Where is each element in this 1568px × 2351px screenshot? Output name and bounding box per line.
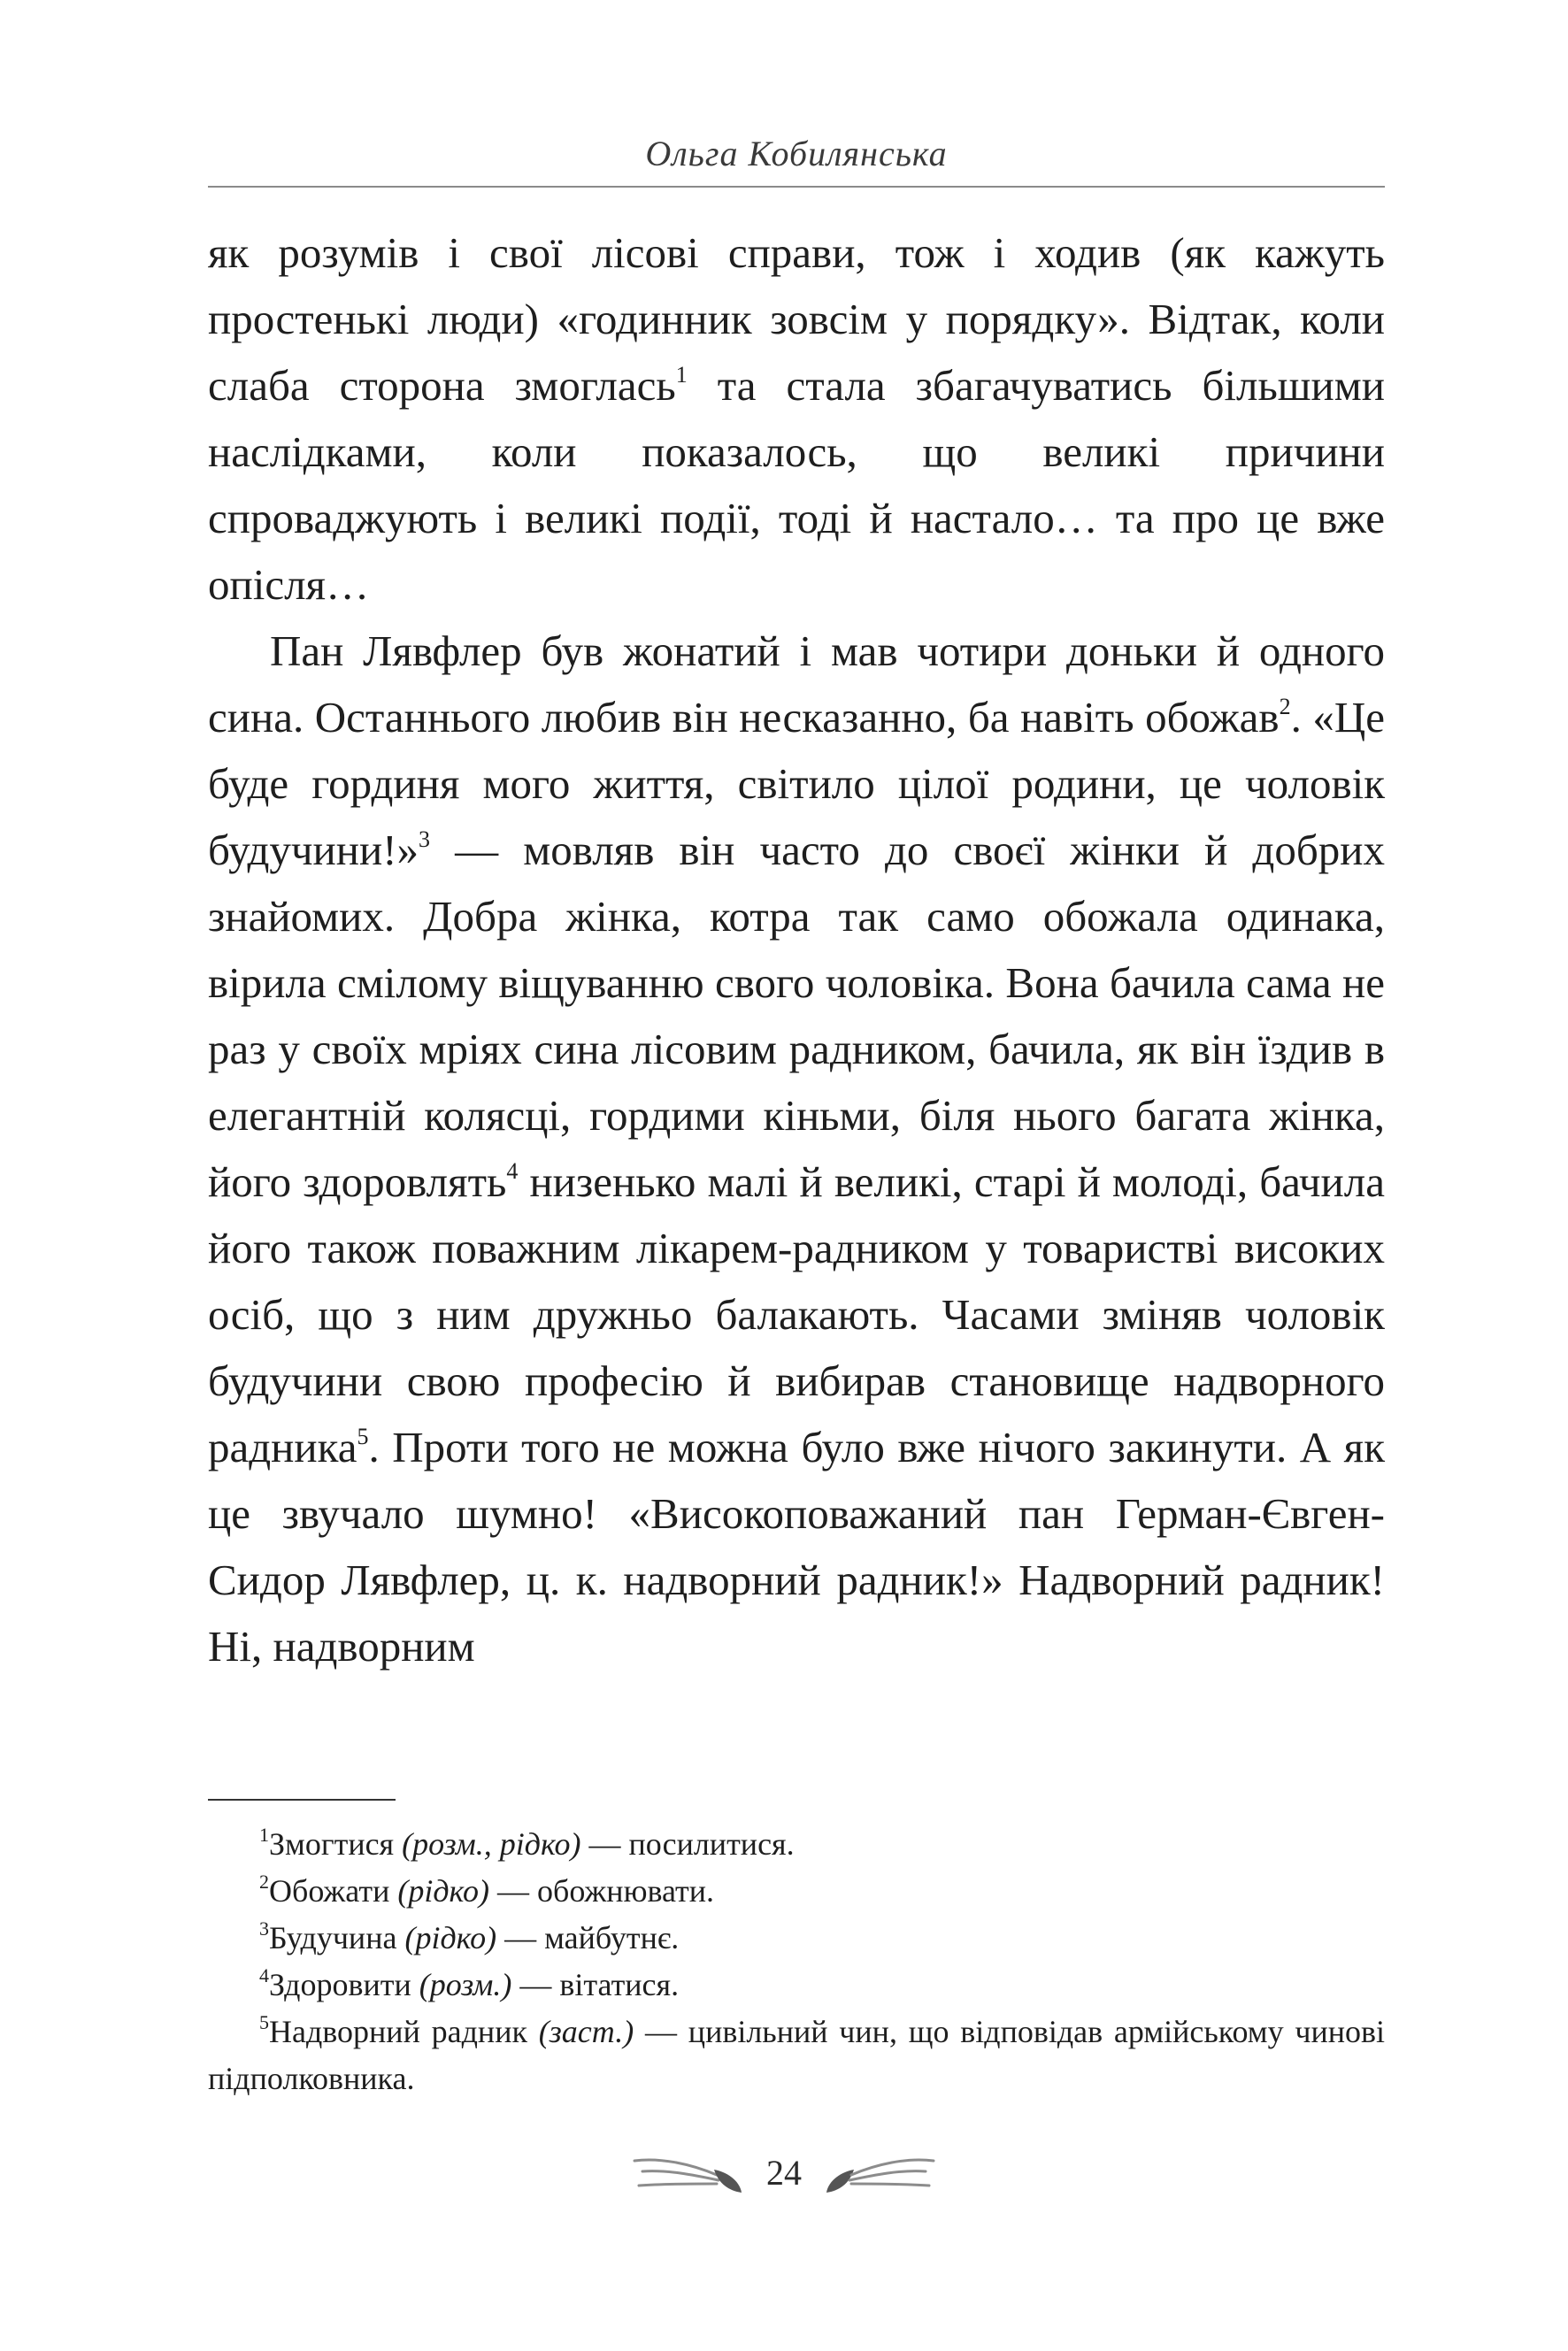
footnote-note: (заст.) <box>538 2014 634 2049</box>
footnote-term: Здоровити <box>269 1967 419 2002</box>
footnote-definition: — обожнювати. <box>489 1873 715 1909</box>
footnote-4 <box>208 1962 1385 2009</box>
footnote-definition: — вітатися. <box>511 1967 680 2002</box>
footnote-ref-1: 1 <box>675 361 688 388</box>
footnote-term: Обожати <box>269 1873 398 1909</box>
footnote-2 <box>208 1868 1385 1915</box>
footnote-note: (розм., рідко) <box>402 1826 581 1862</box>
paragraph-2 <box>208 618 1385 1679</box>
paragraph-1 <box>208 219 1385 618</box>
footnote-term: Будучина <box>269 1920 405 1955</box>
footnote-note: (рідко) <box>404 1920 497 1955</box>
footnote-ref-4: 4 <box>506 1157 519 1184</box>
paragraph-text: . Проти того не можна було вже нічого закинути. А як це звучало шумно! «Високоповажаний пан Герман-Євген-Сидор Лявфлер, ц. к. надворний радник!» Надворний радник! Ні, надворним <box>208 1423 1385 1671</box>
paragraph-text: Пан Лявфлер був жонатий і мав чотири доньки й одного сина. Останнього любив він несказанно, ба навіть обожав <box>208 626 1385 741</box>
footnote-note: (розм.) <box>419 1967 512 2002</box>
footnote-3 <box>208 1915 1385 1962</box>
footnote-number: 1 <box>259 1824 269 1846</box>
page-number: 24 <box>766 2152 802 2193</box>
footnote-number: 4 <box>259 1964 269 1986</box>
footnotes <box>208 1821 1385 2102</box>
footnote-number: 5 <box>259 2011 269 2033</box>
footnote-ref-2: 2 <box>1279 693 1291 719</box>
footnote-number: 2 <box>259 1871 269 1893</box>
footnote-definition: — посилитися. <box>580 1826 795 1862</box>
paragraph-text: як розумів і свої лісові справи, тож і ходив (як кажуть простенькі люди) «годинник зовсім у порядку». Відтак, коли слаба сторона змоглась <box>208 228 1385 410</box>
leaf-ornament-right-icon <box>823 2148 938 2196</box>
footnote-definition: — майбутнє. <box>496 1920 680 1955</box>
footnote-rule <box>208 1799 396 1801</box>
footnote-term: Надворний радник <box>269 2014 539 2049</box>
footnote-ref-3: 3 <box>419 826 431 852</box>
page-footer <box>0 2141 1568 2203</box>
paragraph-text: та стала збагачуватись більшими наслідками, коли показалось, що великі причини спроваджують і великі події, тоді й настало… та про це вже опісля… <box>208 361 1385 609</box>
footnote-term: Змогтися <box>269 1826 403 1862</box>
footnote-note: (рідко) <box>397 1873 490 1909</box>
paragraph-text: низенько малі й великі, старі й молоді, бачила його також поважним лікарем-радником у товаристві високих осіб, що з ним дружньо балакають. Часами зміняв чоловік будучини свою професію й вибирав становище надворного радника <box>208 1157 1385 1471</box>
header-rule <box>208 186 1385 188</box>
paragraph-text: . «Це буде гординя мого життя, світило цілої родини, це чоловік будучини!» <box>208 693 1385 874</box>
paragraph-text: — мовляв він часто до своєї жінки й добрих знайомих. Добра жінка, котра так само обожала одинака, вірила сміломy віщуванню свого чоловіка. Вона бачила сама не раз у своїх мріях сина лісовим радником, бачила, як він їздив в елегантній колясці, гордими кіньми, біля нього багата жінка, його здоровлять <box>208 826 1385 1206</box>
footnote-ref-5: 5 <box>357 1423 369 1449</box>
body-text <box>208 219 1385 1679</box>
footnote-number: 3 <box>259 1917 269 1940</box>
footnote-5 <box>208 2009 1385 2102</box>
leaf-ornament-left-icon <box>630 2148 745 2196</box>
running-header: Ольга Кобилянська <box>645 134 948 173</box>
footnote-definition: — цивільний чин, що відповідав армійському чинові підполковника. <box>208 2014 1385 2096</box>
footnote-1 <box>208 1821 1385 1868</box>
